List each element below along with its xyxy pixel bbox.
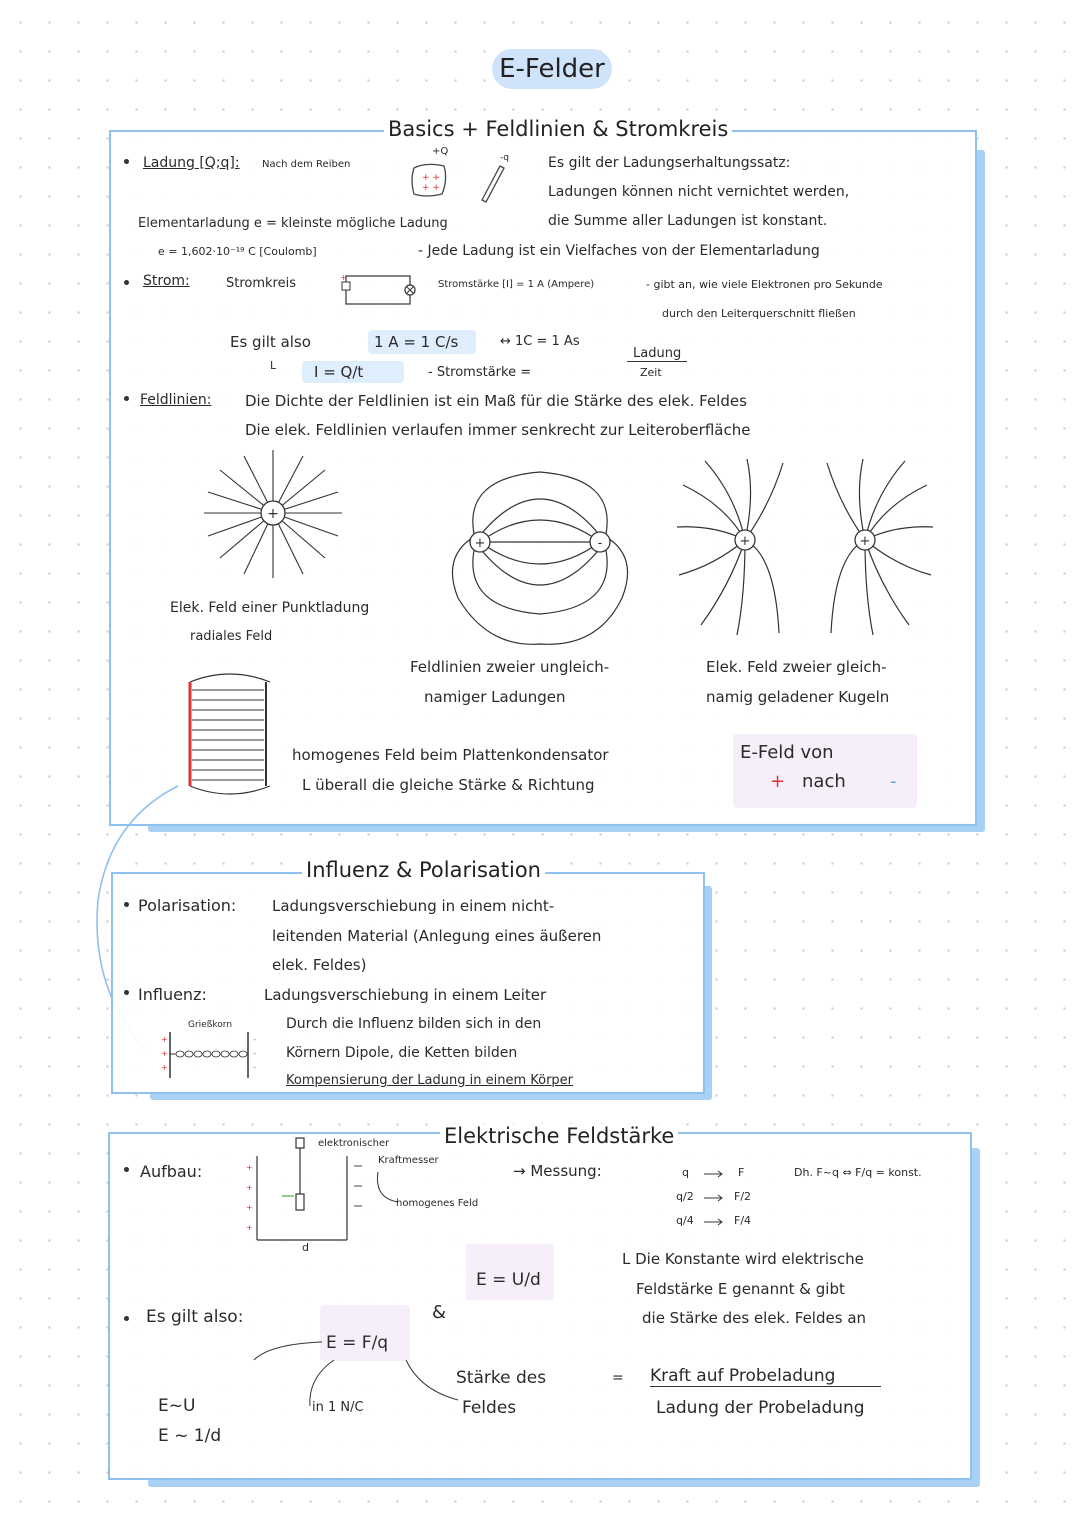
measure-q: q (682, 1166, 689, 1179)
bullet (124, 1316, 129, 1321)
svg-text:-: - (253, 1049, 257, 1059)
strom-label: Strom: (143, 273, 190, 289)
efeld-plus: + (770, 771, 786, 792)
influenz-label: Influenz: (138, 985, 207, 1004)
feldlinien-line-1: Die Dichte der Feldlinien ist ein Maß für die Stärke des elek. Feldes (245, 392, 747, 410)
kraftmesser-label-2: Kraftmesser (378, 1155, 439, 1166)
frac-zeit: Zeit (640, 366, 662, 379)
vielfaches: - Jede Ladung ist ein Vielfaches von der Elementarladung (418, 243, 820, 259)
measure-arrows (700, 1166, 730, 1236)
feldlinien-label: Feldlinien: (140, 392, 212, 408)
svg-text:+ +: + + (422, 173, 440, 183)
es-gilt-also-2: Es gilt also: (146, 1307, 244, 1327)
e-value: e = 1,602·10⁻¹⁹ C [Coulomb] (158, 245, 317, 258)
measure-F2: F/2 (734, 1190, 752, 1203)
kraftmesser-label-1: elektronischer (318, 1138, 390, 1149)
efeld-minus: - (890, 771, 897, 792)
current-desc: - Stromstärke = (428, 365, 532, 380)
inf-line-3: Körnern Dipole, die Ketten bilden (286, 1045, 518, 1061)
prop-u: E~U (158, 1396, 196, 1416)
and-sign: & (432, 1302, 447, 1323)
konst-line-2: Feldstärke E genannt & gibt (636, 1280, 845, 1298)
svg-text:-: - (253, 1063, 257, 1073)
svg-text:+: + (161, 1063, 168, 1072)
kraft-denominator: Ladung der Probeladung (656, 1398, 865, 1418)
stromkreis-label: Stromkreis (226, 276, 296, 291)
konst-line-1: L Die Konstante wird elektrische (622, 1250, 864, 1268)
homogen-line-1: homogenes Feld beim Plattenkondensator (292, 746, 609, 764)
page-title: E-Felder (492, 49, 612, 89)
erhalt-line-1: Es gilt der Ladungserhaltungssatz: (548, 155, 791, 171)
svg-text:+ +: + + (422, 183, 440, 193)
circuit-diagram (340, 270, 420, 310)
frac-ladung: Ladung (627, 346, 687, 362)
plus-q-label: +Q (432, 146, 449, 157)
efeld-nach: nach (802, 771, 846, 792)
efeld-von: E-Feld von (740, 742, 834, 763)
caption-dipole-2: namiger Ladungen (424, 688, 566, 706)
measure-F: F (738, 1166, 745, 1179)
polarisation-label: Polarisation: (138, 896, 237, 915)
prop-d: E ~ 1/d (158, 1426, 222, 1446)
staerke-line-2: Feldes (462, 1398, 517, 1418)
caption-point-2: radiales Feld (190, 629, 273, 644)
dipole-minus: - (597, 536, 603, 551)
dipole-field-diagram (448, 458, 638, 648)
svg-text:+: + (161, 1049, 168, 1058)
d-label: d (302, 1241, 309, 1254)
gibt-an-2: durch den Leiterquerschnitt fließen (662, 307, 856, 320)
minus-q-label: -q (500, 153, 509, 163)
es-gilt-also: Es gilt also (230, 333, 311, 351)
caption-like-1: Elek. Feld zweier gleich- (706, 658, 887, 676)
pol-line-3: elek. Feldes) (272, 956, 367, 974)
influenz-heading: Influenz & Polarisation (302, 858, 545, 882)
point-charge-plus: + (267, 506, 279, 522)
like-plus-right: + (859, 534, 871, 549)
aufbau-diagram (232, 1136, 372, 1256)
unit-label: in 1 N/C (312, 1400, 364, 1415)
konst-line-3: die Stärke des elek. Feldes an (642, 1309, 867, 1327)
ladung-note: Nach dem Reiben (262, 159, 351, 170)
measure-q4: q/4 (676, 1214, 694, 1227)
dh-konst: Dh. F~q ⇔ F/q = konst. (794, 1166, 922, 1179)
bullet (124, 159, 129, 164)
erhalt-line-3: die Summe aller Ladungen ist konstant. (548, 213, 828, 229)
like-charges-diagram (675, 455, 965, 640)
inf-line-4: Kompensierung der Ladung in einem Körper (286, 1073, 574, 1088)
formula-current: I = Q/t (314, 363, 364, 381)
measure-F4: F/4 (734, 1214, 752, 1227)
elementarladung: Elementarladung e = kleinste mögliche Ladung (138, 216, 448, 231)
bullet (124, 280, 129, 285)
influenz-diagram (158, 1030, 262, 1080)
basics-heading: Basics + Feldlinien & Stromkreis (384, 117, 732, 141)
staerke-line-1: Stärke des (456, 1368, 547, 1388)
homogen-line-2: L überall die gleiche Stärke & Richtung (302, 776, 595, 794)
homogenes-feld-label: homogenes Feld (396, 1198, 479, 1209)
pol-line-1: Ladungsverschiebung in einem nicht- (272, 897, 555, 915)
formula-e-ud: E = U/d (476, 1270, 541, 1290)
bullet (124, 902, 129, 907)
capacitor-diagram (180, 672, 280, 797)
gibt-an-1: - gibt an, wie viele Elektronen pro Sekunde (646, 278, 883, 291)
svg-text:+: + (246, 1203, 253, 1212)
inf-line-1: Ladungsverschiebung in einem Leiter (264, 986, 547, 1004)
formula-e-fq: E = F/q (326, 1333, 389, 1353)
svg-text:+: + (161, 1035, 168, 1044)
svg-text:+: + (246, 1183, 253, 1192)
svg-text:+: + (340, 273, 347, 282)
stromstaerke-unit: Stromstärke [I] = 1 A (Ampere) (438, 279, 595, 290)
ladung-label: Ladung [Q;q]: (143, 155, 240, 171)
bullet (124, 396, 129, 401)
bullet (124, 1167, 129, 1172)
griesskorn-label: Grießkorn (188, 1020, 233, 1030)
messung-label: → Messung: (513, 1162, 602, 1180)
radial-field-diagram (200, 448, 350, 583)
cloth-rod-icon (408, 160, 508, 205)
aufbau-label: Aufbau: (140, 1162, 203, 1181)
bullet (124, 990, 129, 995)
equals-sign: = (612, 1370, 624, 1386)
caption-like-2: namig geladener Kugeln (706, 688, 890, 706)
kraft-numerator: Kraft auf Probeladung (650, 1366, 881, 1387)
inf-line-2: Durch die Influenz bilden sich in den (286, 1016, 542, 1032)
svg-text:-: - (253, 1035, 257, 1045)
caption-dipole-1: Feldlinien zweier ungleich- (410, 658, 610, 676)
formula-ampere: 1 A = 1 C/s (374, 333, 459, 351)
feldstaerke-heading: Elektrische Feldstärke (440, 1124, 678, 1148)
erhalt-line-2: Ladungen können nicht vernichtet werden, (548, 184, 850, 200)
measure-q2: q/2 (676, 1190, 694, 1203)
formula-coulomb: ↔ 1C = 1 As (500, 334, 580, 349)
corner-l: L (270, 359, 277, 372)
svg-text:+: + (246, 1223, 253, 1232)
dipole-plus: + (474, 536, 486, 551)
feldlinien-line-2: Die elek. Feldlinien verlaufen immer senkrecht zur Leiteroberfläche (245, 421, 751, 439)
pol-line-2: leitenden Material (Anlegung eines äußeren (272, 927, 602, 945)
svg-text:+: + (246, 1163, 253, 1172)
caption-point-1: Elek. Feld einer Punktladung (170, 600, 370, 616)
like-plus-left: + (739, 534, 751, 549)
